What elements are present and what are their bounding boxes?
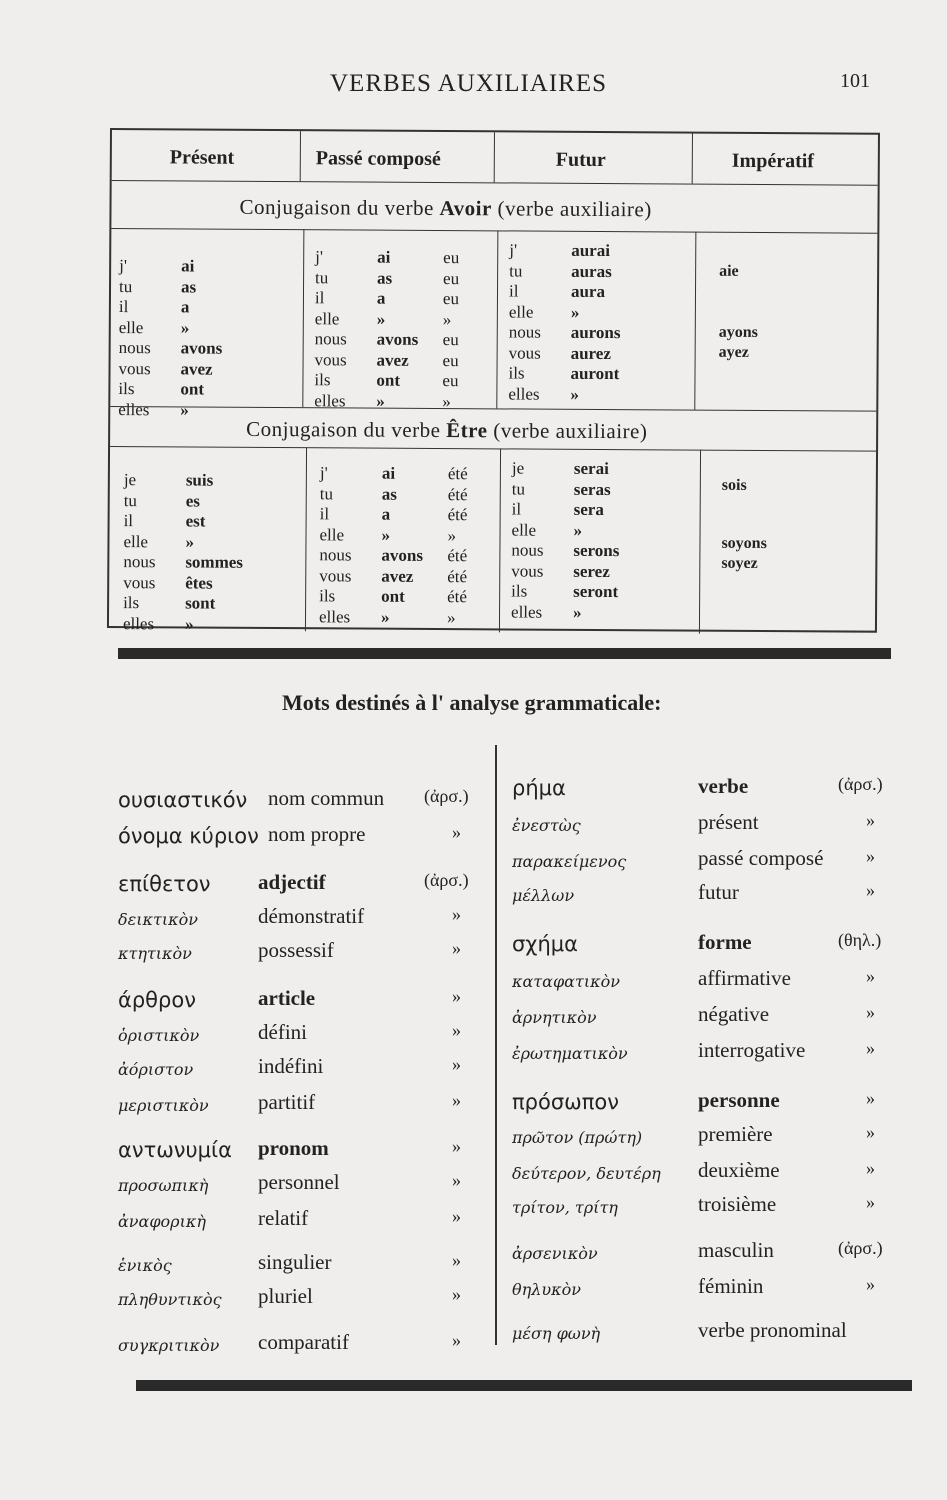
verb-form: aura	[570, 281, 606, 302]
french-term: singulier	[258, 1250, 332, 1274]
pronoun: elle	[118, 317, 144, 337]
participle: été	[447, 505, 468, 525]
pronoun: ils	[314, 370, 331, 390]
conjugation-row	[319, 586, 487, 608]
gender-note: (ἀρσ.)	[424, 870, 469, 890]
conjugation-row	[119, 256, 247, 277]
verb-form: avons	[180, 338, 223, 358]
etre-passe	[319, 463, 488, 628]
greek-term: ἀναφορικὴ	[118, 1212, 206, 1231]
divider	[496, 230, 498, 408]
divider	[499, 448, 501, 632]
verb-form: serai	[573, 458, 609, 479]
gender-note: »	[452, 1330, 461, 1350]
gender-note: »	[866, 880, 875, 900]
pronoun: j'	[319, 463, 328, 483]
gender-note: »	[452, 1090, 461, 1110]
french-term: passé composé	[698, 846, 824, 870]
verb-form: »	[376, 309, 386, 329]
verb-form: avons	[376, 329, 419, 349]
french-term: masculin	[698, 1238, 774, 1262]
gender-note: »	[866, 1122, 875, 1142]
conjugation-row	[124, 470, 252, 491]
greek-term: ὁριστικὸν	[118, 1026, 200, 1045]
greek-term: άρθρον	[118, 988, 196, 1012]
gender-note: »	[452, 1054, 461, 1074]
french-term: troisième	[698, 1192, 777, 1216]
french-term: affirmative	[698, 966, 791, 990]
verb-form: seras	[573, 479, 611, 499]
column-divider	[495, 745, 497, 1345]
french-term: verbe pronominal	[698, 1318, 847, 1342]
section-title-verb: Avoir	[439, 196, 492, 221]
conjugation-row	[315, 309, 483, 331]
verb-form: êtes	[185, 572, 213, 593]
greek-term: ουσιαστικόν	[118, 788, 248, 812]
gender-note: »	[452, 1020, 461, 1040]
pronoun: il	[511, 499, 522, 519]
conjugation-row	[319, 566, 487, 588]
pronoun: tu	[319, 483, 334, 503]
french-term: pluriel	[258, 1284, 313, 1308]
french-term: adjectif	[258, 870, 326, 894]
gender-note: »	[452, 1206, 461, 1226]
conjugation-row	[509, 302, 637, 323]
pronoun: tu	[511, 478, 526, 499]
conjugation-row	[511, 540, 639, 561]
conjugation-row	[315, 350, 483, 372]
gender-note: »	[866, 846, 875, 866]
section-title-avoir	[239, 195, 651, 223]
etre-imperatif-3: soyez	[721, 554, 758, 572]
pronoun: nous	[511, 540, 544, 560]
section-title-etre	[246, 417, 647, 444]
participle: été	[447, 546, 468, 566]
section-title-text: Conjugaison du verbe	[246, 416, 441, 443]
gender-note: »	[866, 966, 875, 986]
section-title-suffix: (verbe auxiliaire)	[497, 196, 652, 222]
conjugation-row	[509, 261, 637, 282]
french-term: verbe	[698, 774, 749, 798]
verb-form: ont	[180, 379, 205, 399]
pronoun: tu	[509, 260, 523, 281]
conjugation-row	[511, 520, 639, 541]
pronoun: elles	[510, 601, 543, 622]
gender-note: »	[452, 904, 461, 924]
french-term: nom propre	[268, 822, 366, 846]
pronoun: elle	[314, 308, 340, 328]
conjugation-table	[107, 128, 880, 633]
verb-form: serez	[573, 561, 610, 581]
avoir-passe	[314, 247, 483, 412]
participle: été	[447, 566, 468, 586]
pronoun: nous	[508, 322, 541, 342]
conjugation-row	[508, 384, 636, 405]
pronoun: tu	[315, 267, 329, 287]
greek-term: ἀρνητικὸν	[512, 1008, 597, 1027]
pronoun: elle	[123, 531, 149, 551]
verb-form: »	[572, 602, 582, 622]
gender-note: »	[866, 1002, 875, 1022]
page-title: VERBES AUXILIAIRES	[330, 70, 608, 97]
french-term: première	[698, 1122, 773, 1146]
pronoun: elles	[122, 613, 155, 633]
conjugation-row	[508, 363, 636, 384]
gender-note: »	[452, 1284, 461, 1304]
conjugation-row	[512, 499, 640, 520]
divider	[699, 450, 701, 634]
pronoun: nous	[314, 329, 347, 349]
pronoun: vous	[508, 342, 541, 363]
conjugation-row	[123, 573, 251, 594]
conjugation-row	[124, 491, 252, 512]
pronoun: elles	[508, 383, 540, 404]
verb-form: »	[376, 391, 385, 411]
french-term: futur	[698, 880, 739, 904]
conjugation-row	[512, 458, 640, 479]
verb-form: »	[570, 302, 580, 322]
verb-form: sommes	[185, 552, 244, 572]
greek-term: ρήμα	[512, 776, 566, 800]
divider	[111, 228, 877, 234]
french-term: démonstratif	[258, 904, 365, 928]
pronoun: tu	[118, 276, 133, 296]
gender-note: »	[452, 822, 461, 842]
gender-note: »	[866, 1274, 875, 1294]
column-header-passe: Passé composé	[315, 147, 441, 171]
pronoun: elle	[319, 524, 345, 544]
gender-note: (ἀρσ.)	[838, 1238, 883, 1258]
participle: été	[447, 464, 468, 484]
verb-form: »	[185, 531, 195, 552]
pronoun: vous	[314, 349, 347, 369]
verb-form: ai	[181, 256, 195, 276]
greek-term: δεικτικὸν	[118, 910, 198, 929]
participle: eu	[442, 330, 459, 350]
pronoun: elle	[511, 519, 537, 540]
verb-form: avons	[381, 545, 424, 565]
pronoun: vous	[123, 572, 156, 592]
pronoun: il	[319, 504, 330, 524]
pronoun: nous	[123, 552, 156, 572]
greek-term: σχήμα	[512, 932, 578, 956]
gender-note: »	[866, 810, 875, 830]
pronoun: nous	[319, 545, 352, 565]
conjugation-row	[119, 297, 247, 318]
conjugation-row	[119, 338, 247, 359]
gender-note: »	[866, 1088, 875, 1108]
gender-note: »	[452, 986, 461, 1006]
french-term: interrogative	[698, 1038, 806, 1062]
pronoun: nous	[118, 338, 151, 358]
french-term: personnel	[258, 1170, 340, 1194]
conjugation-row	[509, 281, 637, 302]
greek-term: μέση φωνὴ	[512, 1324, 601, 1343]
participle: »	[442, 309, 452, 329]
verb-form: »	[570, 384, 579, 404]
verb-form: es	[185, 490, 200, 511]
verb-form: seront	[573, 581, 619, 602]
participle: été	[447, 587, 468, 607]
section-title-suffix: (verbe auxiliaire)	[493, 418, 648, 444]
verb-form: ont	[381, 586, 405, 606]
verb-form: avez	[180, 358, 213, 379]
greek-term: θηλυκὸν	[512, 1280, 581, 1299]
greek-term: ἐνεστὼς	[512, 816, 581, 835]
participle: eu	[443, 248, 460, 268]
avoir-present	[118, 256, 247, 421]
participle: »	[447, 525, 457, 545]
divider	[302, 229, 304, 407]
pronoun: tu	[123, 490, 138, 510]
verb-form: ont	[376, 370, 401, 390]
pronoun: il	[123, 511, 134, 531]
pronoun: je	[123, 470, 137, 490]
french-term: défini	[258, 1020, 307, 1044]
french-term: présent	[698, 810, 759, 834]
verb-form: sera	[573, 499, 604, 520]
pronoun: ils	[511, 581, 528, 601]
french-term: possessif	[258, 938, 334, 962]
verb-form: sont	[185, 593, 216, 613]
conjugation-row	[123, 532, 251, 553]
etre-imperatif-2: soyons	[721, 534, 767, 553]
verb-form: auront	[570, 363, 620, 384]
verb-form: »	[380, 607, 390, 627]
divider	[300, 131, 301, 181]
pronoun: elles	[318, 606, 351, 626]
gender-note: »	[866, 1158, 875, 1178]
column-header-imperatif: Impératif	[731, 149, 815, 173]
conjugation-row	[511, 602, 639, 623]
avoir-imperatif-2: ayons	[718, 323, 758, 341]
greek-term: καταφατικὸν	[512, 972, 620, 991]
separator-bar	[118, 648, 891, 659]
gender-note: »	[866, 1192, 875, 1212]
separator-bar	[136, 1380, 912, 1391]
verb-form: aurai	[571, 240, 611, 261]
participle: eu	[442, 289, 460, 309]
french-term: comparatif	[258, 1330, 349, 1354]
pronoun: elles	[314, 390, 346, 410]
conjugation-row	[320, 504, 488, 526]
conjugation-row	[124, 511, 252, 532]
verb-form: a	[376, 288, 386, 308]
french-term: négative	[698, 1002, 770, 1026]
french-term: personne	[698, 1088, 780, 1112]
verb-form: avez	[381, 566, 414, 586]
conjugation-row	[320, 484, 488, 506]
french-term: nom commun	[268, 786, 385, 810]
french-term: deuxième	[698, 1158, 780, 1182]
conjugation-row	[319, 525, 487, 547]
gender-note: »	[452, 1250, 461, 1270]
section-title-text: Conjugaison du verbe	[239, 194, 434, 220]
verb-form: aurez	[570, 343, 611, 363]
conjugation-row	[315, 288, 483, 310]
conjugation-row	[315, 329, 483, 351]
greek-term: αντωνυμία	[118, 1138, 232, 1162]
gender-note: (θηλ.)	[838, 930, 882, 950]
pronoun: il	[508, 281, 519, 301]
avoir-imperatif-3: ayez	[718, 343, 749, 361]
verb-form: aurons	[570, 322, 621, 343]
participle: »	[446, 607, 456, 627]
greek-term: ἀόριστον	[118, 1060, 194, 1079]
conjugation-row	[509, 343, 637, 364]
gender-note: »	[452, 1170, 461, 1190]
conjugation-row	[314, 370, 482, 392]
french-term: féminin	[698, 1274, 764, 1298]
conjugation-row	[119, 277, 247, 298]
conjugation-row	[511, 561, 639, 582]
divider	[694, 232, 696, 410]
conjugation-row	[119, 318, 247, 339]
avoir-futur	[508, 240, 637, 405]
verb-form: auras	[571, 261, 612, 281]
pronoun: il	[314, 288, 325, 308]
verb-form: »	[573, 520, 583, 540]
verb-form: avez	[376, 350, 409, 370]
participle: eu	[442, 371, 459, 391]
gender-note: »	[452, 938, 461, 958]
greek-term: ἑνικὸς	[118, 1256, 172, 1275]
verb-form: as	[381, 484, 397, 504]
verb-form: a	[180, 297, 190, 317]
gender-note: (ἀρσ.)	[838, 774, 883, 794]
verb-form: est	[185, 511, 206, 531]
pronoun: ils	[118, 379, 135, 399]
etre-imperatif-1: sois	[721, 476, 747, 494]
conjugation-row	[512, 479, 640, 500]
conjugation-row	[123, 593, 251, 614]
column-header-present: Présent	[169, 146, 235, 169]
gender-note: »	[452, 1136, 461, 1156]
greek-term: πρῶτον (πρώτη)	[512, 1128, 643, 1147]
verb-form: »	[180, 317, 190, 337]
column-header-futur: Futur	[555, 148, 606, 172]
conjugation-row	[319, 607, 487, 629]
pronoun: ils	[319, 586, 336, 606]
etre-futur	[511, 458, 640, 623]
greek-term: ἀρσενικὸν	[512, 1244, 598, 1263]
pronoun: vous	[511, 560, 544, 581]
participle: eu	[443, 268, 460, 288]
conjugation-row	[511, 581, 639, 602]
verb-form: as	[377, 268, 393, 288]
section-title-verb: Être	[446, 418, 488, 443]
conjugation-row	[123, 614, 251, 635]
greek-term: κτητικὸν	[118, 944, 192, 963]
conjugation-row	[319, 545, 487, 567]
conjugation-row	[315, 268, 483, 290]
participle: »	[442, 391, 451, 411]
french-term: indéfini	[258, 1054, 324, 1078]
verb-form: »	[381, 525, 391, 545]
conjugation-row	[118, 379, 246, 400]
conjugation-row	[320, 463, 488, 485]
verb-form: »	[184, 613, 194, 634]
pronoun: il	[118, 297, 129, 317]
greek-term: πληθυντικὸς	[118, 1290, 222, 1309]
conjugation-row	[509, 240, 637, 261]
french-term: article	[258, 986, 316, 1010]
greek-term: προσωπικὴ	[118, 1176, 209, 1195]
divider	[110, 446, 876, 452]
verb-form: a	[381, 504, 391, 524]
pronoun: j'	[315, 247, 324, 267]
gender-note: (ἀρσ.)	[424, 786, 469, 806]
participle: eu	[442, 350, 459, 370]
greek-term: ἐρωτηματικὸν	[512, 1044, 628, 1063]
verb-form: suis	[185, 470, 214, 490]
conjugation-row	[509, 322, 637, 343]
verb-form: ai	[377, 247, 391, 267]
page-number: 101	[840, 70, 870, 92]
pronoun: je	[511, 458, 525, 478]
etre-present	[123, 470, 252, 635]
conjugation-row	[123, 552, 251, 573]
pronoun: j'	[119, 256, 128, 276]
greek-term: επίθετον	[118, 872, 211, 896]
greek-term: μέλλων	[512, 886, 575, 905]
verb-form: »	[180, 399, 189, 419]
section-heading: Mots destinés à l' analyse grammaticale:	[282, 690, 662, 715]
french-term: relatif	[258, 1206, 309, 1230]
french-term: pronom	[258, 1136, 329, 1160]
divider	[692, 134, 693, 184]
divider	[494, 132, 495, 182]
conjugation-row	[315, 247, 483, 269]
greek-term: όνομα κύριον	[118, 824, 259, 848]
pronoun: ils	[123, 593, 140, 613]
greek-term: δεύτερον, δευτέρη	[512, 1164, 661, 1183]
pronoun: elle	[508, 301, 534, 322]
gender-note: »	[866, 1038, 875, 1058]
pronoun: elles	[118, 399, 150, 419]
pronoun: vous	[319, 565, 352, 585]
greek-term: συγκριτικὸν	[118, 1336, 220, 1355]
pronoun: ils	[508, 363, 525, 383]
conjugation-row	[118, 400, 246, 421]
french-term: forme	[698, 930, 752, 954]
verb-form: serons	[573, 540, 620, 561]
conjugation-row	[118, 359, 246, 380]
greek-term: τρίτον, τρίτη	[512, 1198, 618, 1217]
divider	[305, 447, 307, 631]
avoir-imperatif-1: aie	[719, 262, 739, 280]
verb-form: ai	[381, 463, 396, 483]
greek-term: μεριστικὸν	[118, 1096, 209, 1115]
participle: été	[447, 484, 468, 504]
french-term: partitif	[258, 1090, 316, 1114]
greek-term: παρακείμενος	[512, 852, 627, 871]
pronoun: vous	[118, 358, 151, 378]
verb-form: as	[180, 276, 197, 297]
greek-term: πρόσωπον	[512, 1090, 619, 1114]
pronoun: j'	[509, 240, 518, 260]
